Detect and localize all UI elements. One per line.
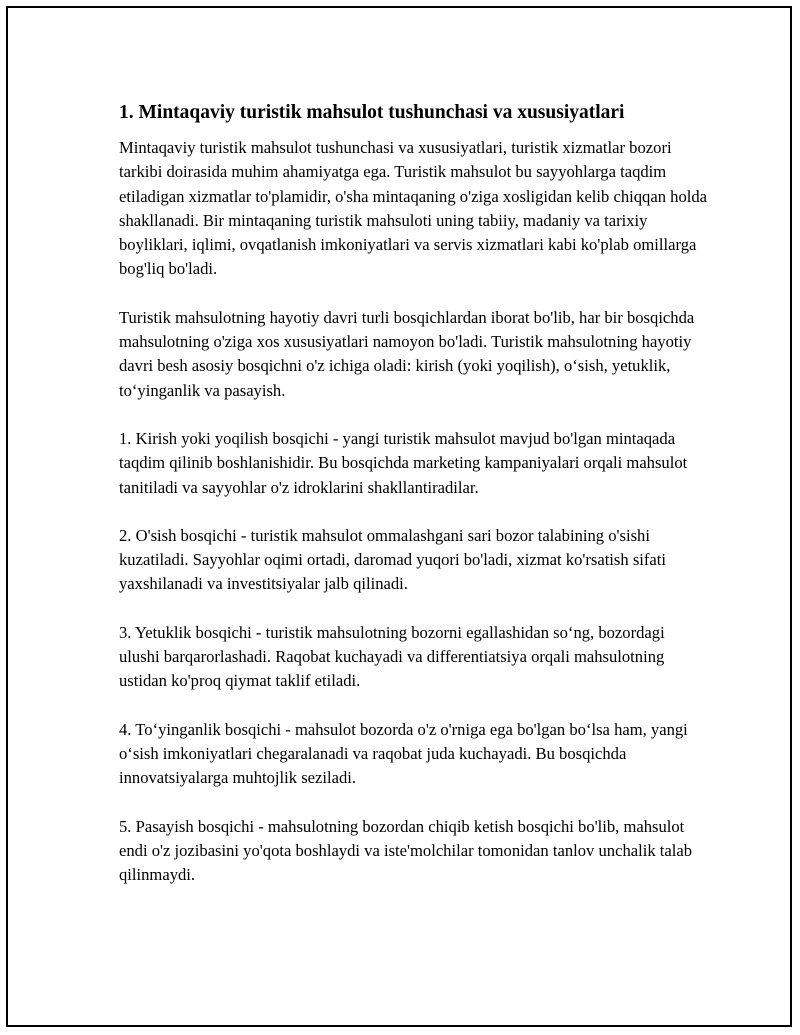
page-frame [6,6,792,1027]
paragraph-stage-decline: 5. Pasayish bosqichi - mahsulotning bozordan chiqib ketish bosqichi bo'lib, mahsulot endi o'z jozibasini yo'qota boshlaydi va iste'molchilar tomonidan tanlov unchalik talab qilinmaydi. [119,816,693,885]
paragraph-intro: Mintaqaviy turistik mahsulot tushunchasi va xususiyatlari, turistik xizmatlar bozori tarkibi doirasida muhim ahamiyatga ega. Turistik mahsulot bu sayyohlarga taqdim etiladigan xizmatlar to'plamidir, o'sha mintaqaning o'ziga xosligidan kelib chiqqan holda shakllanadi. Bir mintaqaning turistik mahsuloti uning tabiiy, madaniy va tarixiy boyliklari, iqlimi, ovqatlanish imkoniyatlari va servis xizmatlari kabi ko'plab omillarga bog'liq bo'ladi. [119,138,708,279]
paragraph-stage-maturity: 3. Yetuklik bosqichi - turistik mahsulotning bozorni egallashidan so‘ng, bozordagi ulushi barqarorlashadi. Raqobat kuchayadi va differentiatsiya orqali mahsulotning ustidan ko'proq qiymat taklif etiladi. [119,622,665,691]
section-heading: 1. Mintaqaviy turistik mahsulot tushunchasi va xususiyatlari [119,102,625,123]
document-body [119,100,709,911]
paragraph-stage-growth: 2. O'sish bosqichi - turistik mahsulot ommalashgani sari bozor talabining o'sishi kuzatiladi. Sayyohlar oqimi ortadi, daromad yuqori bo'ladi, xizmat ko'rsatish sifati yaxshilanadi va investitsiyalar jalb qilinadi. [119,525,667,594]
paragraph-stage-introduction: 1. Kirish yoki yoqilish bosqichi - yangi turistik mahsulot mavjud bo'lgan mintaqada taqdim qilinib boshlanishidir. Bu bosqichda marketing kampaniyalari orqali mahsulot tanitiladi va sayyohlar o'z idroklarini shakllantiradilar. [119,428,688,497]
paragraph-stage-saturation: 4. To‘yinganlik bosqichi - mahsulot bozorda o'z o'rniga ega bo'lgan bo‘lsa ham, yangi o‘sish imkoniyatlari chegaralanadi va raqobat juda kuchayadi. Bu bosqichda innovatsiyalarga muhtojlik seziladi. [119,719,688,788]
paragraph-life-cycle: Turistik mahsulotning hayotiy davri turli bosqichlardan iborat bo'lib, har bir bosqichda mahsulotning o'ziga xos xususiyatlari namoyon bo'ladi. Turistik mahsulotning hayotiy davri besh asosiy bosqichni o'z ichiga oladi: kirish (yoki yoqilish), o‘sish, yetuklik, to‘yinganlik va pasayish. [119,307,695,400]
